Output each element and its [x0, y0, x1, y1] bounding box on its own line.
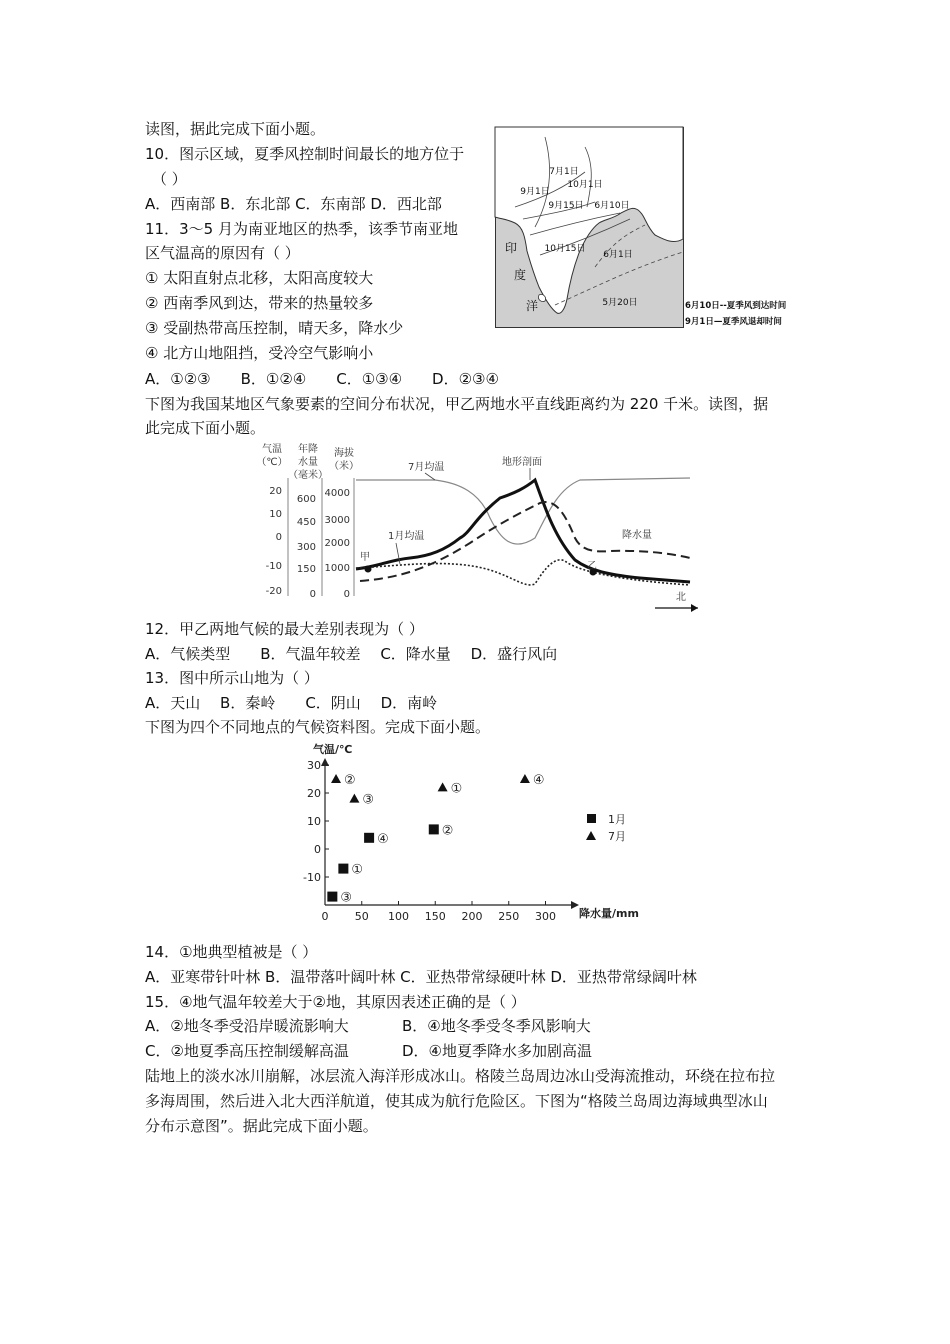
- elev-tick: 1000: [324, 563, 350, 574]
- x-axis-title: 降水量/mm: [579, 907, 639, 920]
- intro2-line1: 下图为我国某地区气象要素的空间分布状况，甲乙两地水平直线距离约为 220 千米。读图，据: [145, 395, 769, 413]
- monsoon-map: [495, 127, 825, 332]
- point-site-label: ③: [340, 890, 353, 906]
- q15-option-b: B．④地冬季受冬季风影响大: [402, 1017, 591, 1035]
- intro3: 下图为四个不同地点的气候资料图。完成下面小题。: [145, 718, 491, 736]
- intro2-line2: 此完成下面小题。: [145, 419, 266, 437]
- q13-options: A．天山 B．秦岭 C．阴山 D．南岭: [145, 694, 438, 712]
- x-tick-label: 200: [461, 910, 483, 923]
- elev-tick: 4000: [324, 488, 350, 499]
- temp-tick: 0: [275, 532, 282, 543]
- precip-tick: 300: [296, 542, 316, 553]
- axis-precip-title-2: 水量: [298, 457, 318, 468]
- axis-elev-title-1: 海拔: [334, 448, 354, 459]
- x-tick-label: 100: [388, 910, 409, 923]
- q15-stem: 15．④地气温年较差大于②地，其原因表述正确的是（ ）: [145, 993, 526, 1011]
- axis-temp-title-1: 气温: [262, 444, 282, 455]
- axis-temp-title-2: （℃）: [256, 457, 288, 468]
- july-leader: [425, 473, 435, 480]
- map-legend-retreat: 9月1日—夏季风退却时间: [685, 317, 782, 327]
- q14-stem: 14．①地典型植被是（ ）: [145, 943, 318, 961]
- q11-stem-1: 11．3～5 月为南亚地区的热季，该季节南亚地: [145, 220, 458, 238]
- map-label-oct15: 10月15日: [544, 244, 586, 254]
- q14-options: A．亚寒带针叶林 B．温带落叶阔叶林 C．亚热带常绿硬叶林 D．亚热带常绿阔叶林: [145, 968, 697, 986]
- elev-tick: 2000: [324, 538, 350, 549]
- sea-char-2: 度: [513, 268, 527, 282]
- label-jan-temp: 1月均温: [388, 531, 425, 542]
- point-jia: [365, 566, 372, 573]
- label-north: 北: [676, 592, 686, 603]
- jul-point: [331, 774, 341, 783]
- intro4-line2: 多海周围，然后进入北大西洋航道，使其成为航行危险区。下图为“格陵兰岛周边海域典型冰山: [145, 1092, 768, 1110]
- jan-point: [338, 864, 348, 874]
- map-legend-arrival: 6月10日--夏季风到达时间: [685, 301, 787, 311]
- q15-option-c: C．②地夏季高压控制缓解高温: [145, 1042, 349, 1060]
- q11-statement-3: ③ 受副热带高压控制，晴天多，降水少: [145, 319, 404, 337]
- precip-tick: 600: [296, 494, 316, 505]
- map-label-jun10: 6月10日: [594, 201, 630, 211]
- axis-precip-title-1: 年降: [298, 444, 318, 455]
- x-tick-label: 50: [354, 910, 369, 923]
- jan-point: [364, 833, 374, 843]
- map-label-may20: 5月20日: [602, 298, 638, 308]
- q11-options: A．①②③ B．①②④ C．①③④ D．②③④: [145, 370, 499, 388]
- x-tick-label: 150: [424, 910, 446, 923]
- label-jia: 甲: [360, 552, 370, 563]
- jan-point: [327, 892, 337, 902]
- jul-point: [349, 794, 359, 803]
- temp-tick: -20: [265, 586, 282, 597]
- temp-tick: -10: [265, 561, 282, 572]
- precip-tick: 0: [309, 589, 316, 600]
- point-site-label: ①: [351, 862, 364, 878]
- y-tick-label: -10: [303, 871, 321, 884]
- y-tick-label: 30: [307, 759, 321, 772]
- q11-stem-2: 区气温高的原因有（ ）: [145, 244, 300, 262]
- q15-option-d: D．④地夏季降水多加剧高温: [402, 1042, 592, 1060]
- q10-stem: 10．图示区域，夏季风控制时间最长的地方位于: [145, 145, 465, 163]
- legend-jan-marker: [587, 814, 596, 823]
- precip-tick: 450: [296, 517, 316, 528]
- map-label-sep15: 9月15日: [548, 201, 584, 211]
- label-terrain: 地形剖面: [502, 457, 542, 468]
- q11-statement-2: ② 西南季风到达，带来的热量较多: [145, 294, 374, 312]
- jul-point: [520, 774, 530, 783]
- q15-option-a: A．②地冬季受沿岸暖流影响大: [145, 1017, 349, 1035]
- y-axis-title: 气温/℃: [313, 743, 353, 756]
- temp-tick: 20: [269, 486, 282, 497]
- jan-point: [429, 824, 439, 834]
- point-site-label: ②: [441, 823, 454, 839]
- sea-char-3: 洋: [525, 299, 539, 313]
- intro4-line1: 陆地上的淡水冰川崩解，冰层流入海洋形成冰山。格陵兰岛周边冰山受海流推动，环绕在拉布拉: [145, 1067, 776, 1085]
- legend-jul-marker: [586, 831, 596, 840]
- map-label-sep1: 9月1日: [520, 187, 550, 197]
- y-tick-label: 10: [307, 815, 321, 828]
- label-precip: 降水量: [622, 530, 652, 541]
- map-label-jul1: 7月1日: [549, 167, 579, 177]
- elev-tick: 0: [343, 589, 350, 600]
- label-yi: 乙: [587, 561, 597, 572]
- intro-read-map: 读图，据此完成下面小题。: [145, 120, 326, 138]
- x-tick-label: 250: [498, 910, 520, 923]
- q10-paren: （ ）: [152, 170, 187, 188]
- climate-profile-diagram: [250, 438, 702, 618]
- point-site-label: ②: [344, 773, 356, 788]
- q12-options: A．气候类型 B．气温年较差 C．降水量 D．盛行风向: [145, 645, 558, 663]
- point-site-label: ①: [450, 781, 463, 797]
- intro4-line3: 分布示意图”。据此完成下面小题。: [145, 1117, 378, 1135]
- x-axis-arrow: [571, 901, 579, 909]
- map-label-oct1: 10月1日: [567, 180, 603, 190]
- x-tick-label: 0: [321, 910, 329, 923]
- y-tick-label: 0: [314, 843, 321, 856]
- axis-precip-title-3: （毫米）: [288, 470, 328, 481]
- sri-lanka: [538, 294, 545, 301]
- temp-tick: 10: [269, 509, 282, 520]
- q11-statement-4: ④ 北方山地阻挡，受冷空气影响小: [145, 344, 374, 362]
- map-label-jun1: 6月1日: [603, 250, 633, 260]
- point-site-label: ④: [377, 831, 389, 847]
- y-tick-label: 20: [307, 787, 321, 800]
- x-tick-label: 300: [535, 910, 556, 923]
- north-arrowhead: [691, 604, 698, 612]
- point-site-label: ④: [532, 773, 545, 788]
- legend-jan-label: 1月: [608, 813, 626, 826]
- label-july-temp: 7月均温: [408, 462, 445, 473]
- q13-stem: 13．图中所示山地为（ ）: [145, 669, 319, 687]
- climate-scatter-chart: [305, 740, 645, 935]
- q10-options: A．西南部 B．东北部 C．东南部 D．西北部: [145, 195, 442, 213]
- elev-tick: 3000: [324, 515, 350, 526]
- precip-tick: 150: [296, 564, 316, 575]
- legend-jul-label: 7月: [608, 830, 626, 843]
- jul-point: [438, 782, 448, 791]
- q11-statement-1: ① 太阳直射点北移，太阳高度较大: [145, 269, 374, 287]
- sea-char-1: 印: [504, 241, 518, 255]
- axis-elev-title-2: （米）: [329, 461, 359, 472]
- point-site-label: ③: [362, 792, 375, 808]
- q12-stem: 12．甲乙两地气候的最大差别表现为（ ）: [145, 620, 424, 638]
